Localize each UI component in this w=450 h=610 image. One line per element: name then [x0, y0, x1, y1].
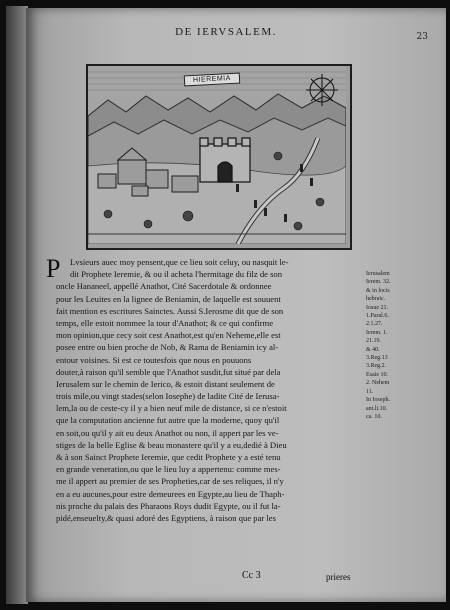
catchword: prieres — [326, 572, 351, 582]
margin-note: 11. — [366, 388, 374, 395]
engraving-illustration — [86, 64, 352, 250]
previous-page-edge — [6, 6, 28, 604]
margin-note: & in locis — [366, 287, 390, 294]
text-line: fait mention es escritures Sainctes. Aussi S.Ierosme dit que de son — [56, 305, 284, 316]
text-line: Ierusalem sur le chemin de Ierico, & estoit distant seulement de — [56, 378, 275, 389]
margin-note: Ierem. 32. — [366, 279, 391, 286]
margin-note: Iosue 21. — [366, 304, 388, 311]
text-line: posee entre ou bien proche de Nob, & Rama de Beniamin icy al- — [56, 342, 279, 353]
engraving-label: HIEREMIA — [184, 73, 240, 87]
margin-note: In Ioseph. — [366, 397, 390, 404]
margin-note: Ierusalem — [366, 271, 390, 277]
margin-note: ca. 10. — [366, 413, 382, 420]
margin-note: hebraic. — [366, 296, 386, 303]
text-line: pidé,enseuelty,& quasi adoré des Egyptiens, à raison que par les — [56, 512, 276, 523]
text-line: en grande veneration,ou que le lieu luy a appertenu: comme mes- — [56, 464, 281, 475]
margin-note: Esaie 10. — [366, 371, 388, 378]
margin-note: 2. Nehem — [366, 380, 390, 387]
text-line: pour les Leuites en la lignee de Beniamin, de laquelle est souuent — [56, 293, 281, 304]
margin-note: Ierem. 1. — [366, 329, 388, 336]
text-line: nis proche du palais des Pharaons Roys dudit Egypte, ou il fut la- — [56, 500, 281, 511]
margin-note: 1.Paral.6. — [366, 313, 389, 320]
text-line: temps, elle estoit nommee la tour d'Anathot; & ce qui confirme — [56, 317, 274, 328]
text-line: me il appert au premier de ses Propheties,car de ses reliques, il n'y — [56, 476, 284, 487]
page-signature: Cc 3 — [242, 570, 261, 581]
margin-note: 21.19. — [366, 338, 381, 345]
margin-note: 3.Reg.2. — [366, 363, 387, 370]
body-text — [56, 256, 362, 524]
margin-note: 3.Reg.13 — [366, 355, 388, 362]
text-line: en soit,ou qu'il y ait eu deux Anathot ou non, il appert par les ve- — [56, 427, 279, 438]
drop-cap: P — [46, 254, 61, 283]
margin-note: ant.li.10. — [366, 405, 388, 412]
margin-note: 2.1.27. — [366, 321, 383, 328]
text-line: douter,à raison qu'il semble que l'Anathot susdit,fut situé par dela — [56, 366, 281, 377]
text-line: que la computation ancienne fut autre que la moderne, quoy qu'il — [56, 415, 280, 426]
text-line: trois mile,ou vingt stades(selon Iosephe) de ladite Cité de Ierusa- — [56, 391, 280, 402]
margin-note: & 40. — [366, 346, 380, 353]
text-line: oncle Hananeel, appellé Anathot, Cité Sacerdotale & ordonnee — [56, 281, 272, 292]
text-line: lem,la ou de ceste-cy il y a bien neuf mile de distance, si ce n'estoit — [56, 403, 287, 414]
text-line: dit Prophete Ieremie, & ou il acheta l'hermitage du filz de son — [70, 269, 283, 280]
page-number: 23 — [416, 32, 428, 42]
running-head: DE IERVSALEM. — [175, 26, 277, 38]
margin-notes — [366, 270, 424, 421]
text-line: mon opinion,que cecy soit cest Anathot,est qu'en Neheme,elle est — [56, 330, 281, 341]
engraving-drawing — [88, 66, 346, 244]
text-line: en a eu aucunes,pour estre demeurees en Egypte,au lieu de Thaph- — [56, 488, 285, 499]
text-line: & à son Sainct Prophete Ieremie, que cedit Prophete y a esté tenu — [56, 452, 281, 462]
text-line: Lvsieurs auec moy pensent,que ce lieu soit celuy, ou nasquit le- — [70, 257, 289, 267]
text-line: entour voisines. Si est ce toutesfois que nous en pouuons — [56, 354, 252, 365]
text-line: stiges de la belle Eglise & beau monastere qu'il y a eu,dedié à Dieu — [56, 439, 287, 450]
